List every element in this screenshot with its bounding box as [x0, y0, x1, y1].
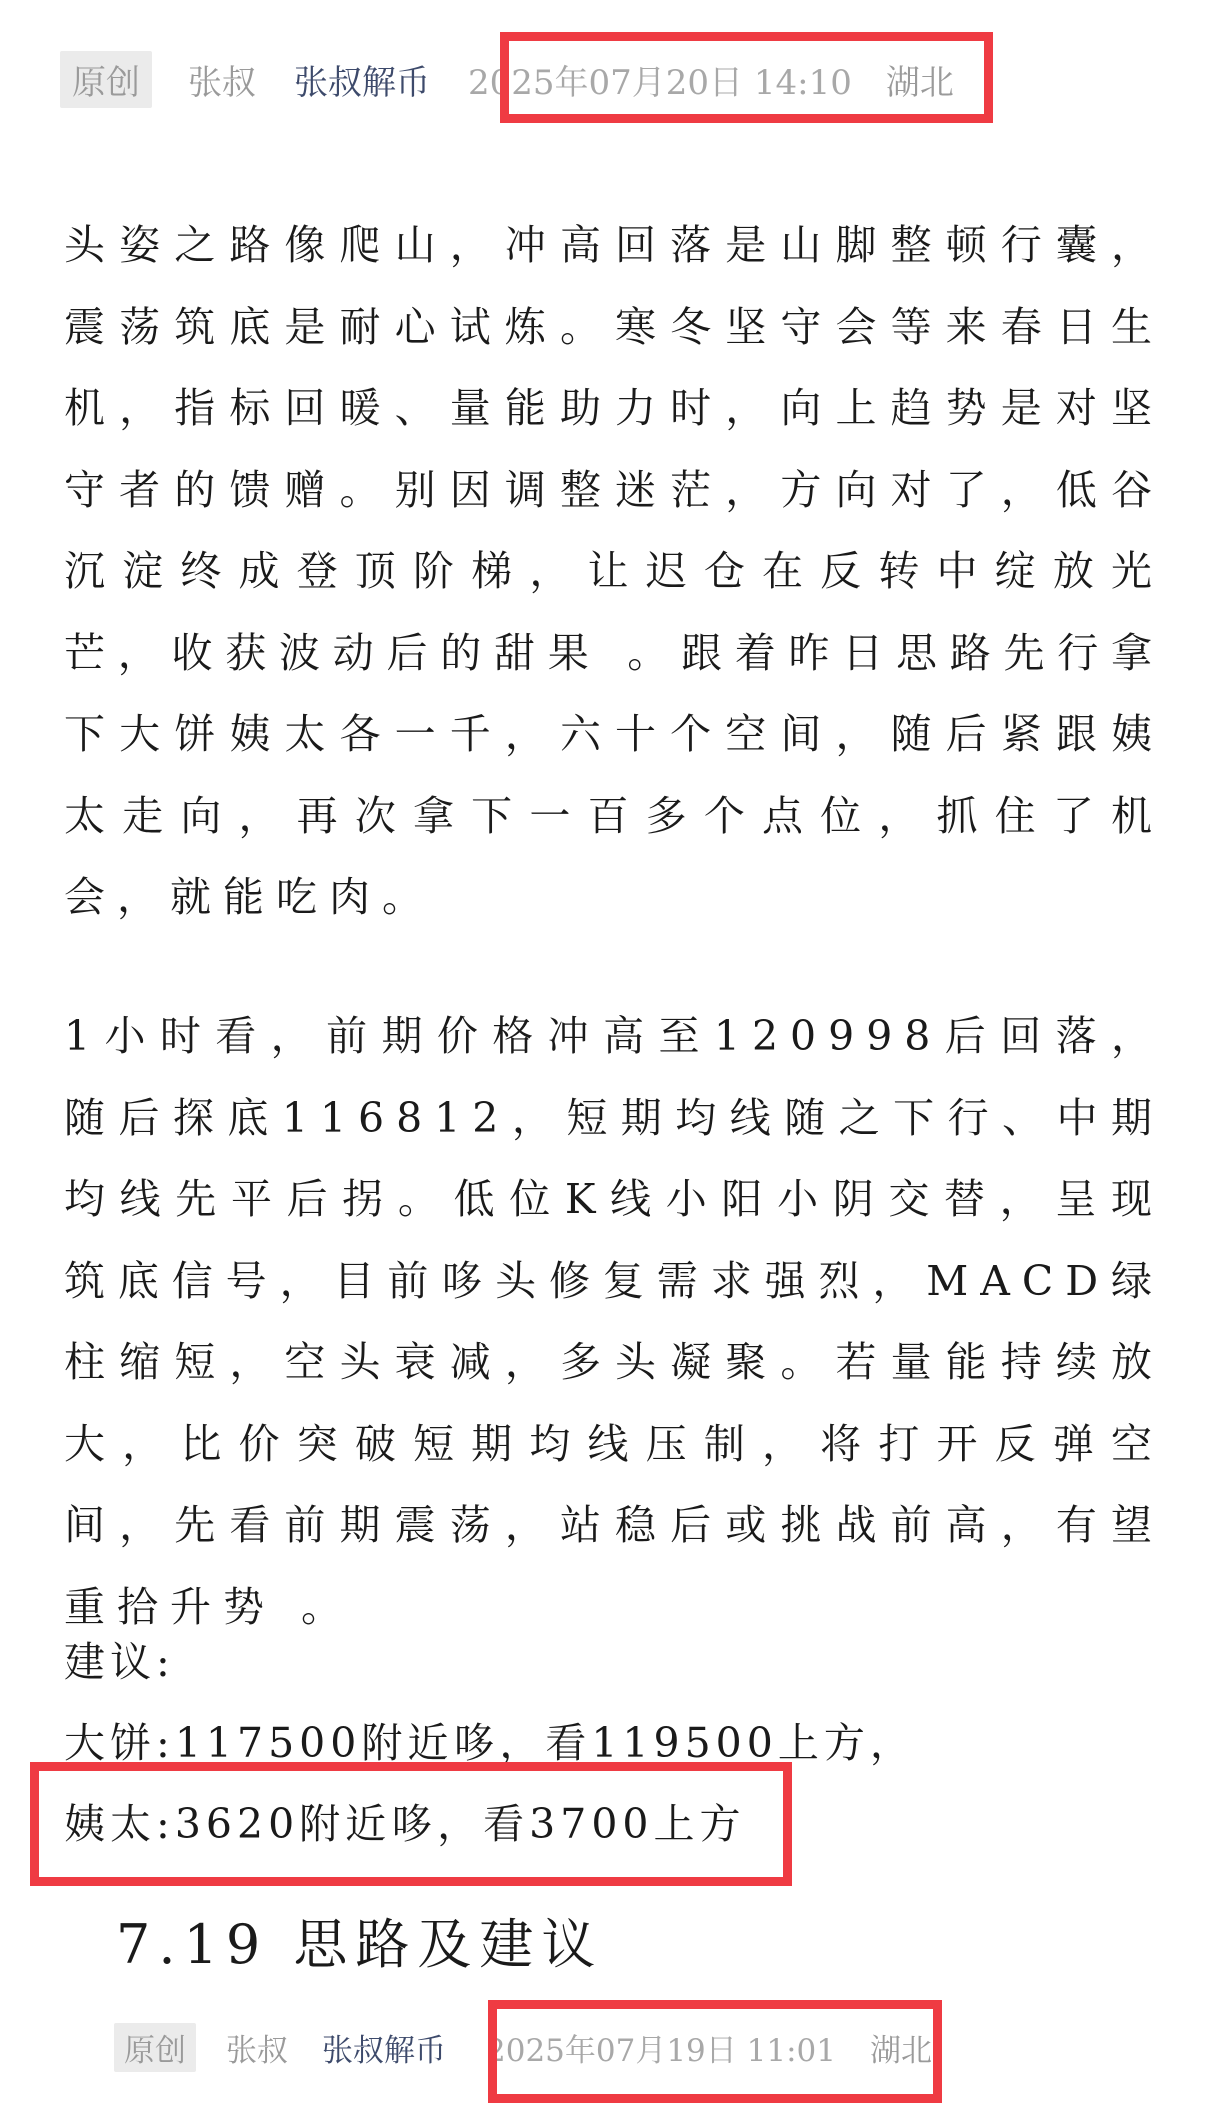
- section-heading-7-19: 7.19 思路及建议: [116, 1913, 604, 1976]
- author-name[interactable]: 张叔: [188, 62, 256, 103]
- article-paragraph-intro: 头姿之路像爬山，冲高回落是山脚整顿行囊，震荡筑底是耐心试炼。寒冬坚守会等来春日生机，指标回暖、量能助力时，向上趋势是对坚守者的馈赠。别因调整迷茫，方向对了，低谷沉淀终成登顶阶梯，让迟仓在反转中绽放光芒，收获波动后的甜果 。跟着昨日思路先行拿下大饼姨太各一千，六十个空间，随后紧跟姨太走向，再次拿下一百多个点位，抓住了机会，就能吃肉。: [64, 221, 1164, 921]
- advice-line-btc: 大饼:117500附近哆，看119500上方，: [64, 1719, 916, 1767]
- advice-line-eth: 姨太:3620附近哆，看3700上方: [64, 1800, 746, 1848]
- original-tag: 原创: [60, 51, 152, 108]
- article-paragraph-analysis: 1小时看，前期价格冲高至120998后回落，随后探底116812，短期均线随之下行、中期均线先平后拐。低位K线小阳小阴交替，呈现筑底信号，目前哆头修复需求强烈，MACD绿柱缩短，空头衰减，多头凝聚。若量能持续放大，比价突破短期均线压制，将打开反弹空间，先看前期震荡，站稳后或挑战前高，有望重拾升势 。: [64, 1012, 1164, 1631]
- publish-location: 湖北: [885, 62, 954, 103]
- author-name[interactable]: 张叔: [226, 2032, 288, 2069]
- publish-location: 湖北: [869, 2032, 932, 2069]
- account-link[interactable]: 张叔解币: [294, 62, 430, 103]
- publish-datetime: 2025年07月20日 14:10: [468, 62, 852, 103]
- original-tag: 原创: [114, 2023, 196, 2072]
- publish-datetime: 2025年07月19日 11:01: [486, 2032, 836, 2069]
- highlight-box-top-date: [500, 32, 993, 123]
- account-link[interactable]: 张叔解币: [322, 2032, 446, 2069]
- highlight-box-advice: [30, 1762, 792, 1886]
- highlight-box-bottom-date: [488, 2000, 942, 2103]
- advice-title: 建议:: [64, 1638, 175, 1686]
